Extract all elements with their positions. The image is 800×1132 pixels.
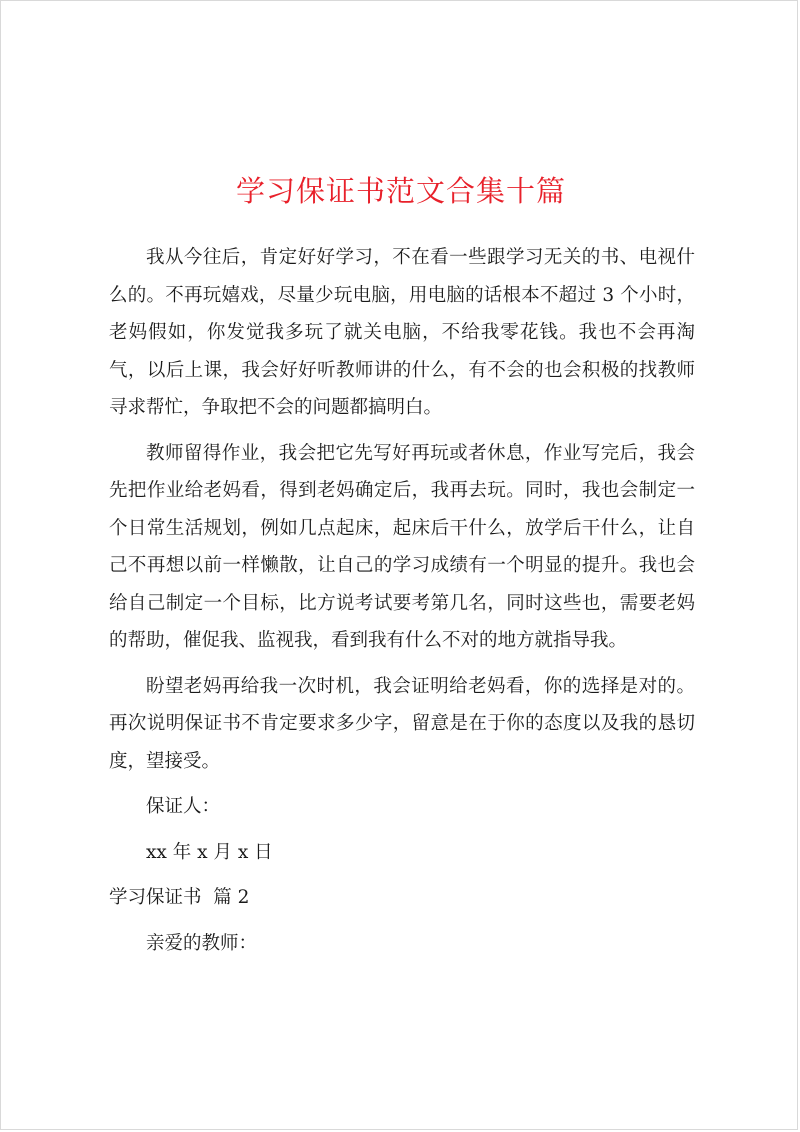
- document-body: [109, 239, 695, 970]
- section-2-heading: 学习保证书 篇 2: [109, 887, 250, 908]
- paragraph-3: 盼望老妈再给我一次时机，我会证明给老妈看，你的选择是对的。再次说明保证书不肯定要求多少字，留意是在于你的态度以及我的恳切度，望接受。: [109, 675, 695, 772]
- paragraph-1: 我从今往后，肯定好好学习，不在看一些跟学习无关的书、电视什么的。不再玩嬉戏，尽量少玩电脑，用电脑的话根本不超过 3 个小时，老妈假如，你发觉我多玩了就关电脑，不给我零花钱。我也不会再淘气，以后上课，我会好好听教师讲的什么，有不会的也会积极的找教师寻求帮忙，争取把不会的问题都搞明白。: [109, 247, 695, 418]
- signer-label: 保证人：: [146, 796, 221, 817]
- paragraph-2: 教师留得作业，我会把它先写好再玩或者休息，作业写完后，我会先把作业给老妈看，得到老妈确定后，我再去玩。同时，我也会制定一个日常生活规划，例如几点起床，起床后干什么，放学后干什么，让自己不再想以前一样懒散，让自己的学习成绩有一个明显的提升。我也会给自己制定一个目标，比方说考试要考第几名，同时这些也，需要老妈的帮助，催促我、监视我，看到我有什么不对的地方就指导我。: [109, 442, 695, 651]
- greeting: 亲爱的教师：: [146, 932, 258, 954]
- document-title: 学习保证书范文合集十篇: [235, 174, 566, 208]
- date-line: xx 年 x 月 x 日: [146, 841, 273, 863]
